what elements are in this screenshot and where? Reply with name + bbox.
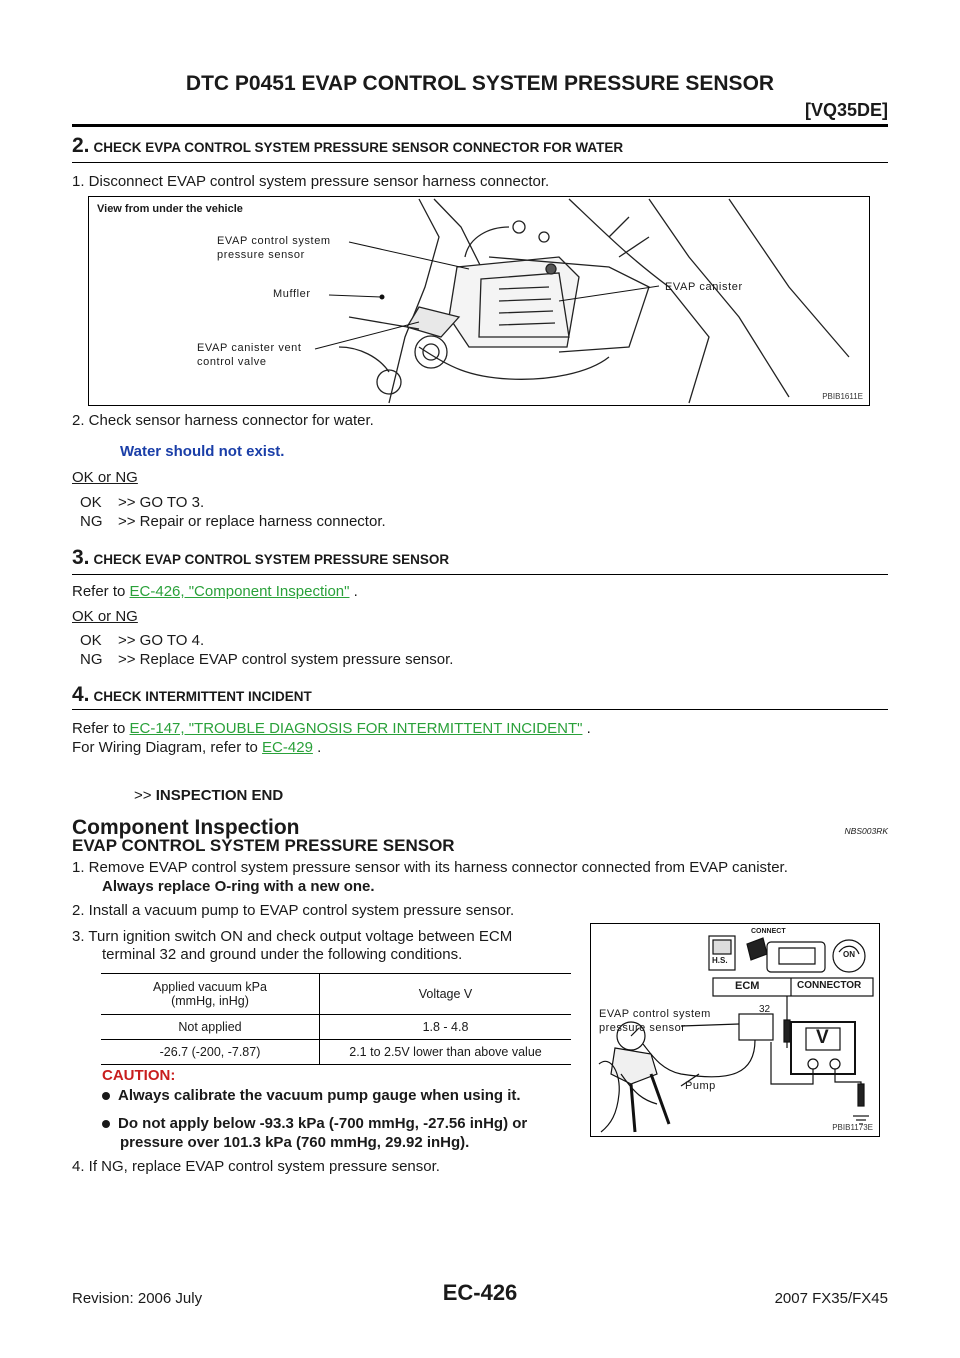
pump-label: Pump: [685, 1080, 716, 1092]
ok-ng-label: OK or NG: [72, 469, 138, 486]
section-title: Component Inspection: [72, 816, 300, 839]
label-vent-valve-line2: control valve: [197, 356, 267, 368]
header-vacuum: [101, 974, 320, 1015]
terminal-label: 32: [759, 1004, 771, 1015]
inspection-end: [134, 787, 283, 804]
caution-heading: CAUTION:: [102, 1067, 176, 1084]
header-vacuum-line2: (mmHg, inHg): [171, 994, 249, 1008]
instruction: 2. Check sensor harness connector for water.: [72, 412, 374, 429]
refer-line: [72, 720, 591, 737]
step-2-heading: [72, 134, 623, 158]
inspection-step-2: 2. Install a vacuum pump to EVAP control system pressure sensor.: [72, 902, 515, 919]
wiring-suffix: .: [312, 739, 322, 756]
wiring-prefix: For Wiring Diagram, refer to: [72, 739, 263, 756]
table-cell: 1.8 - 4.8: [320, 1015, 572, 1040]
step-rule: [72, 709, 888, 710]
step-rule: [72, 162, 888, 163]
intermittent-incident-link[interactable]: EC-147, "TROUBLE DIAGNOSIS FOR INTERMITTENT INCIDENT": [129, 720, 583, 737]
vehicle-underbody-illustration: [89, 197, 869, 405]
ok-action: >> GO TO 4.: [118, 632, 205, 649]
inspection-step-4: 4. If NG, replace EVAP control system pressure sensor.: [72, 1158, 440, 1175]
header-vacuum-line1: Applied vacuum kPa: [153, 980, 267, 994]
ng-key: NG: [80, 513, 103, 530]
ok-ng-label: OK or NG: [72, 608, 138, 625]
voltage-table: [101, 973, 571, 1065]
table-cell: 2.1 to 2.5V lower than above value: [320, 1040, 572, 1065]
caution-bullet-2-cont: pressure over 101.3 kPa (760 mmHg, 29.92 inHg).: [120, 1134, 470, 1151]
label-evap-canister: EVAP canister: [665, 281, 743, 293]
ok-key: OK: [80, 494, 102, 511]
ng-option: [80, 513, 386, 530]
step-4-heading: [72, 683, 312, 707]
refer-line: [72, 583, 358, 600]
step-rule: [72, 574, 888, 575]
refer-prefix: Refer to: [72, 583, 130, 600]
voltage-table-wrap: [101, 973, 571, 1065]
ignition-on-label: ON: [843, 950, 855, 959]
table-header-row: [101, 974, 571, 1015]
table-cell: -26.7 (-200, -7.87): [101, 1040, 320, 1065]
ok-action: >> GO TO 3.: [118, 494, 205, 511]
sensor-label-line1: EVAP control system: [599, 1008, 711, 1020]
ng-key: NG: [80, 651, 103, 668]
header-rule: [72, 124, 888, 127]
label-muffler: Muffler: [273, 288, 311, 300]
label-vent-valve-line1: EVAP canister vent: [197, 342, 302, 354]
inspection-step-3-line1: 3. Turn ignition switch ON and check output voltage between ECM: [72, 928, 513, 945]
inspection-step-1: 1. Remove EVAP control system pressure sensor with its harness connector connected from EVAP canister.: [72, 859, 788, 876]
connect-label: CONNECT: [751, 928, 786, 935]
figure-voltage-check: [590, 923, 880, 1137]
connector-label: CONNECTOR: [797, 980, 862, 991]
voltmeter-label: V: [816, 1027, 829, 1048]
step-number: 2.: [72, 134, 90, 157]
revision-date: Revision: 2006 July: [72, 1290, 203, 1307]
table-row: [101, 1015, 571, 1040]
wiring-diagram-link[interactable]: EC-429: [262, 739, 313, 756]
step-title: CHECK EVAP CONTROL SYSTEM PRESSURE SENSOR: [93, 552, 450, 567]
inspection-step-3-line2: terminal 32 and ground under the following conditions.: [102, 946, 463, 963]
step-title: CHECK EVPA CONTROL SYSTEM PRESSURE SENSOR CONNECTOR FOR WATER: [93, 140, 624, 155]
bullet-text: Do not apply below -93.3 kPa (-700 mmHg, -27.56 inHg) or: [118, 1115, 528, 1132]
ok-key: OK: [80, 632, 102, 649]
engine-code: [VQ35DE]: [804, 100, 888, 120]
bullet-text: Always calibrate the vacuum pump gauge when using it.: [118, 1087, 521, 1104]
o-ring-note: Always replace O-ring with a new one.: [102, 878, 375, 895]
end-prefix: >>: [134, 787, 156, 804]
step-number: 3.: [72, 546, 90, 569]
step-3-heading: [72, 546, 449, 570]
header-voltage: Voltage V: [320, 974, 572, 1015]
ng-option: [80, 651, 453, 668]
ecm-label: ECM: [735, 980, 760, 992]
ok-option: [80, 632, 204, 649]
page-title: DTC P0451 EVAP CONTROL SYSTEM PRESSURE SENSOR: [185, 72, 775, 95]
refer-prefix: Refer to: [72, 720, 130, 737]
hs-label: H.S.: [712, 956, 728, 965]
ng-action: >> Replace EVAP control system pressure sensor.: [118, 651, 454, 668]
ng-action: >> Repair or replace harness connector.: [118, 513, 386, 530]
instruction: 1. Disconnect EVAP control system pressure sensor harness connector.: [72, 173, 550, 190]
component-inspection-link[interactable]: EC-426, "Component Inspection": [129, 583, 350, 600]
refer-suffix: .: [582, 720, 591, 737]
table-row: [101, 1040, 571, 1065]
wiring-line: [72, 739, 321, 756]
section-code: NBS003RK: [844, 826, 888, 836]
step-number: 4.: [72, 683, 90, 706]
figure-code: PBIB1611E: [822, 392, 863, 401]
step-title: CHECK INTERMITTENT INCIDENT: [93, 689, 312, 704]
page-number: EC-426: [442, 1280, 518, 1305]
end-text: INSPECTION END: [155, 787, 284, 804]
caution-bullet-1: [102, 1087, 521, 1104]
subsection-title: EVAP CONTROL SYSTEM PRESSURE SENSOR: [72, 836, 455, 855]
label-pressure-sensor-line2: pressure sensor: [217, 249, 305, 261]
vehicle-model: 2007 FX35/FX45: [774, 1290, 888, 1307]
bullet-dot: [102, 1120, 110, 1128]
spec-text: Water should not exist.: [120, 443, 285, 460]
sensor-label-line2: pressure sensor: [599, 1022, 686, 1034]
caution-bullet-2: [102, 1115, 527, 1132]
refer-suffix: .: [349, 583, 358, 600]
label-pressure-sensor-line1: EVAP control system: [217, 235, 331, 247]
ok-option: [80, 494, 204, 511]
figure-heading: View from under the vehicle: [97, 203, 243, 215]
figure-evap-location: [88, 196, 870, 406]
figure-code: PBIB1173E: [832, 1123, 873, 1132]
table-cell: Not applied: [101, 1015, 320, 1040]
bullet-dot: [102, 1092, 110, 1100]
